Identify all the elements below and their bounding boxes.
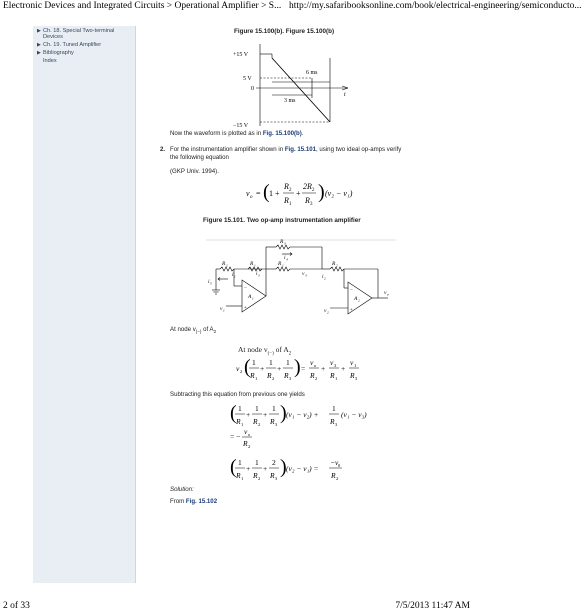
svg-text:): ) [280, 456, 287, 478]
svg-text:+: + [277, 364, 282, 373]
svg-text:): ) [280, 402, 287, 424]
resistor-r2-right [330, 267, 344, 271]
link-fig-15-100b[interactable]: Fig. 15.100(b) [262, 130, 302, 137]
item-2 [160, 146, 165, 154]
svg-text:0: 0 [338, 463, 341, 468]
svg-text:(: ( [230, 456, 237, 478]
svg-text:+: + [244, 306, 247, 311]
svg-text:A: A [354, 296, 358, 302]
svg-text:2: 2 [324, 276, 326, 281]
from-paragraph: From Fig. 15.102 [170, 498, 218, 505]
label-5v: 5 V [243, 76, 252, 82]
resistor-r3 [276, 245, 290, 249]
sidebar-item-label[interactable]: Index [43, 57, 57, 64]
svg-text:3: 3 [305, 273, 307, 278]
figure-15-101-title: Figure 15.101. Two op-amp instrumentation amplifier [203, 217, 361, 224]
equation-node [234, 356, 374, 384]
svg-text:): ) [294, 356, 301, 378]
svg-text:2: 2 [315, 376, 318, 381]
svg-text:+: + [263, 410, 268, 419]
svg-text:R: R [284, 182, 289, 191]
svg-text:o: o [387, 292, 389, 297]
svg-text:1: 1 [254, 263, 256, 268]
svg-text:o: o [250, 195, 253, 200]
svg-text:1: 1 [252, 358, 256, 367]
svg-text:R: R [331, 471, 336, 480]
svg-text:R: R [280, 239, 284, 245]
sidebar-item-index[interactable] [33, 58, 135, 64]
label-6ms: 6 ms [306, 70, 318, 76]
svg-text:3: 3 [335, 422, 338, 427]
svg-text:R: R [332, 261, 336, 267]
svg-text:R: R [330, 371, 335, 380]
sidebar [33, 26, 136, 583]
svg-text:2: 2 [272, 458, 276, 467]
svg-text:+: + [321, 364, 326, 373]
svg-text:R: R [236, 417, 241, 426]
svg-text:R: R [253, 471, 258, 480]
svg-text:(: ( [230, 402, 237, 424]
svg-text:i: i [284, 255, 286, 261]
waveform-ramp [272, 58, 330, 122]
svg-text:3: 3 [275, 476, 278, 481]
sidebar-item-label[interactable]: Bibliography [43, 49, 74, 56]
item-number: 2. [160, 146, 166, 153]
svg-text:R: R [236, 471, 241, 480]
svg-text:2: 2 [289, 188, 292, 193]
svg-text:=: = [256, 189, 261, 198]
svg-text:v: v [324, 308, 327, 314]
svg-text:R: R [284, 371, 289, 380]
svg-text:A: A [248, 294, 252, 300]
svg-text:R: R [310, 371, 315, 380]
svg-text:1: 1 [238, 404, 242, 413]
sidebar-item-label[interactable]: Ch. 18. Special Two-terminal Devices [43, 28, 115, 41]
svg-text:(v₂ − v₁) =: (v₂ − v₁) = [286, 464, 319, 473]
svg-text:(v₁ − v₂) +: (v₁ − v₂) + [286, 410, 319, 419]
svg-text:3: 3 [334, 363, 337, 368]
svg-text:−: − [350, 288, 353, 293]
svg-text:i: i [208, 279, 210, 285]
label-zero: 0 [251, 86, 254, 92]
circuit-diagram [206, 230, 396, 320]
svg-text:1: 1 [223, 308, 225, 313]
label-minus-15v: −15 V [233, 123, 249, 129]
math-at-node: At node $v_{(-)}$ of $A_2$ [238, 345, 292, 357]
svg-text:2R: 2R [303, 182, 312, 191]
svg-text:=: = [301, 364, 306, 373]
equation-main [244, 181, 374, 207]
svg-text:−v: −v [330, 458, 339, 467]
svg-text:2: 2 [272, 376, 275, 381]
svg-text:3: 3 [289, 376, 292, 381]
svg-text:i: i [232, 272, 234, 278]
svg-text:R: R [222, 261, 226, 267]
svg-text:): ) [318, 181, 325, 203]
svg-text:(: ( [263, 181, 270, 203]
svg-text:2: 2 [312, 188, 315, 193]
svg-text:2: 2 [258, 422, 261, 427]
print-datetime: 7/5/2013 11:47 AM [395, 601, 470, 611]
svg-text:R: R [284, 196, 289, 205]
svg-text:R: R [330, 417, 335, 426]
svg-text:4: 4 [286, 257, 288, 262]
expand-arrow-icon[interactable]: ▶ [37, 28, 41, 35]
print-header [0, 0, 581, 12]
link-fig-15-102[interactable]: Fig. 15.102 [185, 498, 218, 505]
waveform-figure [230, 40, 354, 130]
expand-arrow-icon[interactable]: ▶ [37, 42, 41, 49]
link-fig-15-101[interactable]: Fig. 15.101 [284, 146, 316, 153]
sidebar-item-ch18[interactable] [33, 28, 135, 41]
svg-text:+: + [296, 189, 301, 198]
label-plus-15v: +15 V [233, 52, 249, 58]
svg-text:1: 1 [241, 422, 244, 427]
svg-text:v: v [350, 358, 354, 367]
svg-text:v: v [244, 427, 248, 436]
equation-subtraction [228, 402, 378, 488]
svg-text:+: + [341, 364, 346, 373]
svg-text:2: 2 [336, 263, 338, 268]
svg-text:i: i [256, 271, 258, 277]
svg-text:v: v [246, 189, 250, 198]
svg-text:+: + [260, 364, 265, 373]
svg-text:R: R [350, 371, 355, 380]
subtracting-paragraph: Subtracting this equation from previous one yields [170, 391, 305, 398]
svg-text:3: 3 [355, 376, 358, 381]
svg-text:1: 1 [354, 363, 357, 368]
svg-text:R: R [243, 439, 248, 448]
svg-text:1: 1 [241, 476, 244, 481]
page-url: http://my.safaribooksonline.com/book/electrical-engineering/semiconducto... [289, 1, 581, 11]
svg-text:1: 1 [335, 376, 338, 381]
resistor-r2-left [220, 267, 234, 271]
svg-text:1: 1 [289, 202, 292, 207]
svg-text:v: v [384, 290, 387, 296]
svg-text:2: 2 [248, 444, 251, 449]
svg-text:1: 1 [234, 274, 236, 279]
svg-text:o: o [314, 363, 317, 368]
sidebar-item-label[interactable]: Ch. 19. Tuned Amplifier [43, 42, 102, 49]
sidebar-item-bibliography[interactable] [33, 50, 135, 56]
gkp-citation: (GKP Univ. 1994). [170, 168, 219, 175]
svg-text:3: 3 [310, 202, 313, 207]
main-content [142, 26, 474, 586]
svg-text:R: R [250, 261, 254, 267]
svg-text:v: v [330, 358, 334, 367]
svg-text:1: 1 [255, 376, 258, 381]
item-2-line-2: the following equation [170, 154, 229, 161]
page-title: Electronic Devices and Integrated Circuits > Operational Amplifier > S... [3, 1, 282, 11]
svg-text:(v₁ − v₃): (v₁ − v₃) [341, 410, 367, 419]
svg-text:(v₂ − v₁): (v₂ − v₁) [325, 189, 353, 198]
label-3ms: 3 ms [284, 98, 296, 104]
svg-text:i: i [322, 274, 324, 280]
label-t: t [344, 92, 346, 98]
svg-text:R: R [278, 261, 282, 267]
svg-text:= −: = − [230, 432, 241, 441]
svg-text:2: 2 [336, 476, 339, 481]
svg-text:2: 2 [358, 298, 360, 303]
svg-text:1: 1 [286, 358, 290, 367]
sidebar-item-ch19[interactable] [33, 42, 135, 48]
svg-text:1: 1 [272, 404, 276, 413]
solution-label: Solution: [170, 486, 194, 493]
svg-text:2: 2 [226, 263, 228, 268]
svg-text:+: + [263, 464, 268, 473]
print-footer [0, 600, 474, 612]
svg-text:+: + [350, 308, 353, 313]
svg-text:+: + [246, 464, 251, 473]
svg-text:2: 2 [258, 476, 261, 481]
page-number: 2 of 33 [3, 601, 30, 611]
waveform-paragraph: Now the waveform is plotted as in Fig. 15.100(b). [170, 130, 304, 137]
resistor-r1-right [276, 267, 290, 271]
svg-text:(: ( [244, 356, 251, 378]
svg-text:v: v [220, 306, 223, 312]
svg-text:R: R [253, 417, 258, 426]
svg-text:v: v [310, 358, 314, 367]
svg-text:3: 3 [258, 273, 260, 278]
expand-arrow-icon[interactable]: ▶ [37, 50, 41, 57]
svg-text:3: 3 [284, 241, 286, 246]
svg-text:1: 1 [282, 263, 284, 268]
svg-text:1: 1 [332, 404, 336, 413]
svg-text:−: − [244, 286, 247, 291]
svg-text:1: 1 [238, 458, 242, 467]
svg-text:R: R [270, 417, 275, 426]
svg-text:1 +: 1 + [269, 189, 280, 198]
svg-text:1: 1 [269, 358, 273, 367]
svg-text:R: R [250, 371, 255, 380]
at-node-paragraph: At node $v_{(-)}$ of $A_2$ [170, 326, 217, 335]
svg-text:R: R [305, 196, 310, 205]
item-2-line-1: For the instrumentation amplifier shown in Fig. 15.101, using two ideal op-amps verify [170, 146, 402, 153]
svg-text:v: v [236, 364, 240, 373]
svg-text:+: + [246, 410, 251, 419]
svg-text:R: R [270, 471, 275, 480]
svg-text:1: 1 [252, 296, 254, 301]
svg-text:R: R [267, 371, 272, 380]
svg-text:3: 3 [275, 422, 278, 427]
svg-text:2: 2 [327, 310, 329, 315]
figure-15-100b-title: Figure 15.100(b). Figure 15.100(b) [234, 28, 335, 35]
svg-text:o: o [248, 432, 251, 437]
svg-text:v: v [302, 271, 305, 277]
svg-text:1: 1 [255, 458, 259, 467]
svg-text:2: 2 [240, 369, 243, 374]
svg-text:1: 1 [255, 404, 259, 413]
svg-text:5: 5 [210, 281, 212, 286]
